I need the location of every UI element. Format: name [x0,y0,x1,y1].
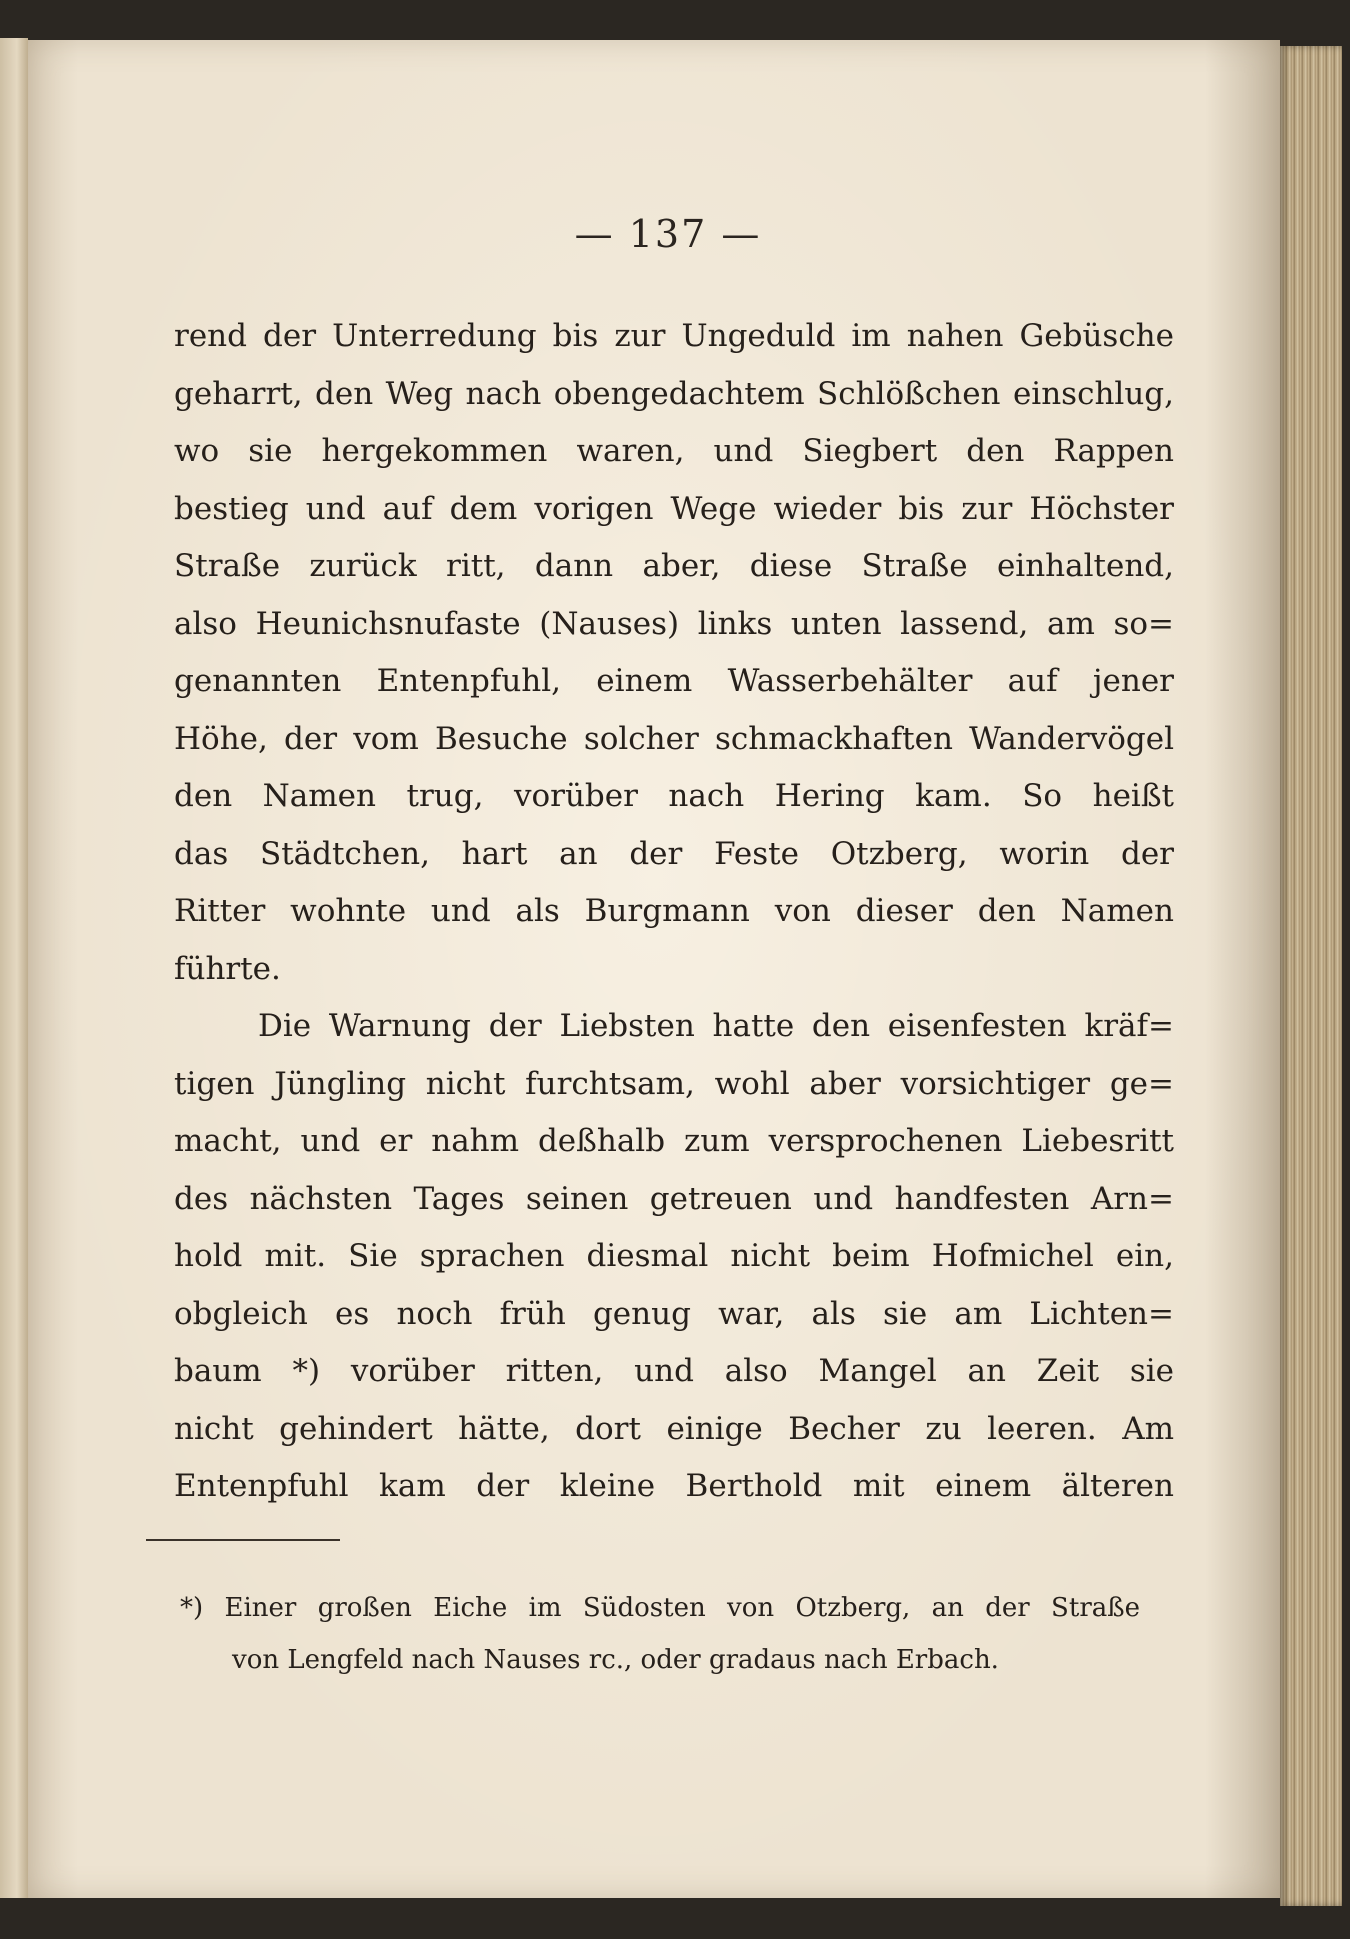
text-line: bestieg und auf dem vorigen Wege wieder bis zur Höchster [174,490,1174,527]
footnote [180,1582,1140,1686]
text-line: hold mit. Sie sprachen diesmal nicht beim Hofmichel ein, [174,1238,1174,1274]
text-line: führte. [174,950,281,987]
text-line: Straße zurück ritt, dann aber, diese Straße einhaltend, [174,548,1174,584]
footnote-line: von Lengfeld nach Nauses rc., oder gradaus nach Erbach. [232,1645,999,1675]
page-edge-stack [1280,46,1342,1906]
text-line: wo sie hergekommen waren, und Siegbert den Rappen [174,433,1174,469]
footnote-divider [146,1539,340,1541]
text-line: Höhe, der vom Besuche solcher schmackhaften Wandervögel [174,720,1174,757]
text-line: nicht gehindert hätte, dort einige Becher zu leeren. Am [174,1410,1174,1447]
text-line: genannten Entenpfuhl, einem Wasserbehälter auf jener [174,663,1174,699]
text-line: geharrt, den Weg nach obengedachtem Schlößchen einschlug, [174,375,1174,412]
text-line: tigen Jüngling nicht furchtsam, wohl aber vorsichtiger ge= [174,1065,1174,1102]
body-text [174,308,1174,1516]
previous-page-edge [0,38,28,1898]
page-number: — 137 — [574,212,762,256]
text-line: also Heunichsnufaste (Nauses) links unten lassend, am so= [174,605,1174,642]
footnote-line: *) Einer großen Eiche im Südosten von Otzberg, an der Straße [180,1593,1140,1623]
text-line: Ritter wohnte und als Burgmann von dieser den Namen [174,893,1174,929]
text-line: den Namen trug, vorüber nach Hering kam. So heißt [174,778,1174,814]
text-line: macht, und er nahm deßhalb zum versprochenen Liebesritt [174,1123,1174,1159]
text-line: obgleich es noch früh genug war, als sie am Lichten= [174,1295,1174,1332]
text-line: Entenpfuhl kam der kleine Berthold mit einem älteren [174,1468,1174,1504]
text-line: des nächsten Tages seinen getreuen und handfesten Arn= [174,1180,1174,1217]
text-line: baum *) vorüber ritten, und also Mangel an Zeit sie [174,1353,1174,1389]
text-line: rend der Unterredung bis zur Ungeduld im nahen Gebüsche [174,318,1174,354]
text-line: das Städtchen, hart an der Feste Otzberg, worin der [174,835,1174,872]
text-line: Die Warnung der Liebsten hatte den eisenfesten kräf= [258,1008,1174,1044]
